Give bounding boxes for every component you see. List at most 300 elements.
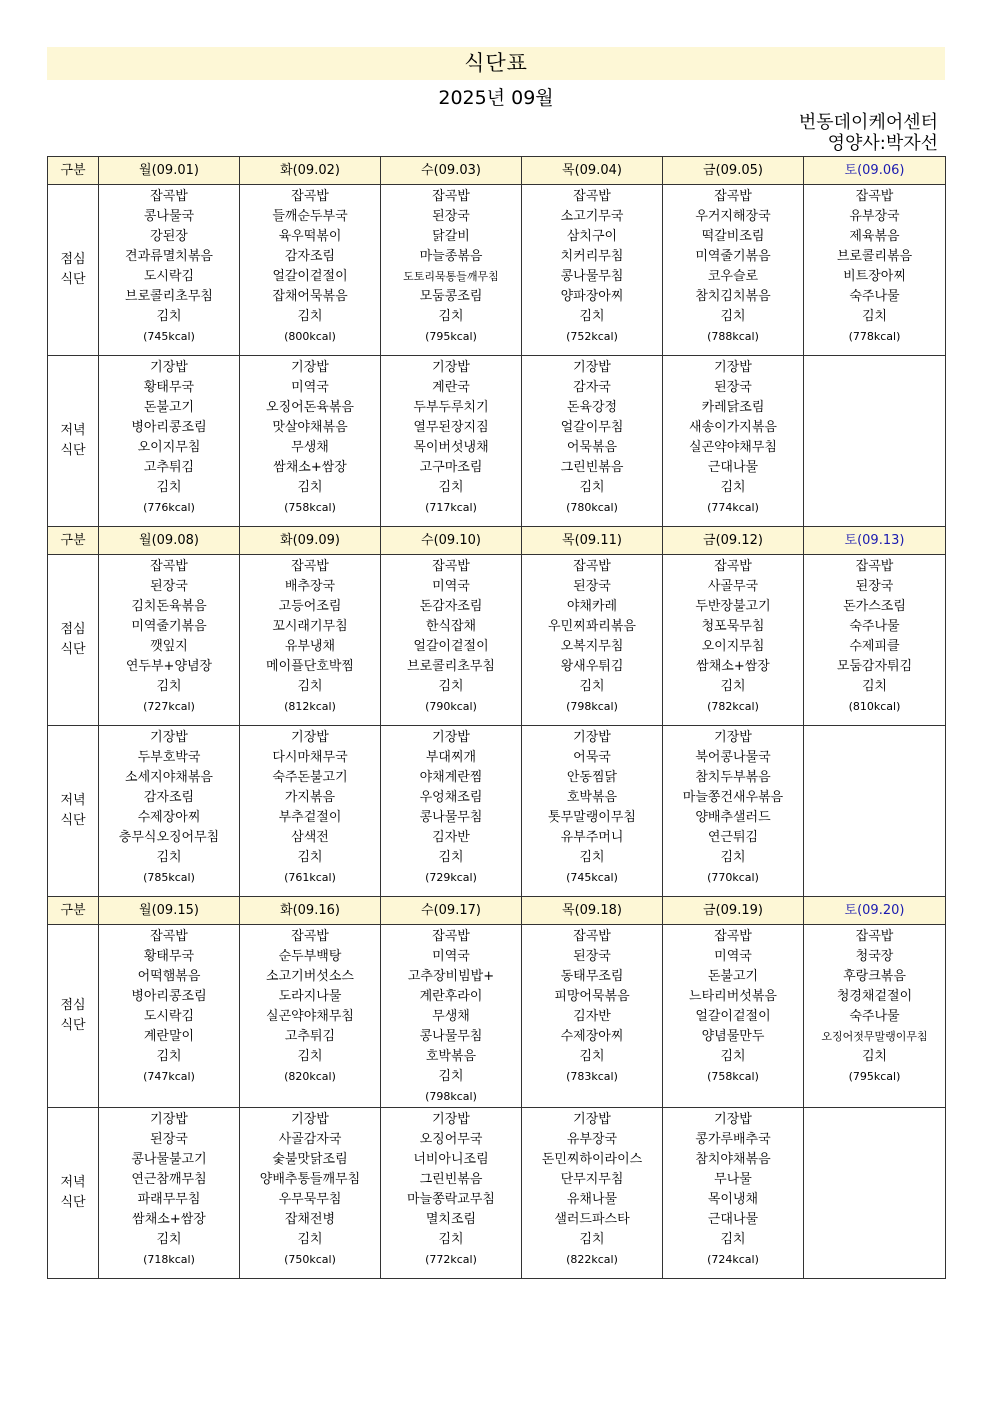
menu-item: 잡곡밥 bbox=[291, 189, 329, 204]
menu-item: 실곤약야채무침 bbox=[266, 1009, 354, 1024]
menu-item: (812kcal) bbox=[284, 700, 336, 713]
menu-item: 감자국 bbox=[573, 380, 611, 395]
menu-item: 한식잡채 bbox=[425, 619, 477, 634]
menu-item: 청포묵무침 bbox=[701, 619, 765, 634]
menu-cell bbox=[381, 1108, 522, 1279]
menu-item: 김치 bbox=[720, 1049, 746, 1064]
menu-item: 계란말이 bbox=[143, 1029, 195, 1044]
menu-item: 순두부백탕 bbox=[278, 949, 342, 964]
menu-item: 가지볶음 bbox=[284, 790, 336, 805]
menu-cell bbox=[804, 555, 946, 726]
menu-item: 호박볶음 bbox=[425, 1049, 477, 1064]
menu-item: 황태무국 bbox=[143, 949, 195, 964]
menu-item: 근대나물 bbox=[707, 460, 759, 475]
menu-item: 유부냉채 bbox=[284, 639, 336, 654]
menu-cell bbox=[522, 356, 663, 527]
day-header: 수(09.03) bbox=[381, 157, 522, 185]
menu-item: 유채나물 bbox=[566, 1192, 618, 1207]
menu-cell bbox=[240, 356, 381, 527]
menu-item: 돈불고기 bbox=[707, 969, 759, 984]
menu-item: 얼갈이무침 bbox=[560, 420, 624, 435]
menu-item: 잡곡밥 bbox=[432, 929, 470, 944]
menu-item: 김치 bbox=[438, 1232, 464, 1247]
menu-cell bbox=[381, 356, 522, 527]
menu-item: 기장밥 bbox=[432, 360, 470, 375]
menu-item: 유부주머니 bbox=[560, 830, 624, 845]
menu-cell bbox=[99, 726, 240, 897]
lunch-label: 점심 식단 bbox=[48, 185, 99, 356]
menu-item: 김치 bbox=[438, 679, 464, 694]
menu-item: 된장국 bbox=[432, 209, 470, 224]
menu-item: 연두부+양념장 bbox=[125, 659, 213, 674]
menu-item: 김치 bbox=[297, 850, 323, 865]
menu-item: 잡채어묵볶음 bbox=[272, 289, 348, 304]
menu-item: 충무식오징어무침 bbox=[118, 830, 220, 845]
menu-item: (800kcal) bbox=[284, 330, 336, 343]
menu-item: 숙주나물 bbox=[849, 1009, 900, 1024]
menu-item: 콩나물무침 bbox=[419, 810, 483, 825]
menu-item: (795kcal) bbox=[425, 330, 477, 343]
menu-item: 잡곡밥 bbox=[573, 559, 611, 574]
menu-item: (774kcal) bbox=[707, 501, 759, 514]
menu-item: 맛살야채볶음 bbox=[272, 420, 348, 435]
menu-item: 얼갈이겉절이 bbox=[695, 1009, 771, 1024]
dinner-row bbox=[48, 356, 946, 527]
menu-item: 사골감자국 bbox=[278, 1132, 342, 1147]
menu-cell bbox=[663, 925, 804, 1108]
menu-cell bbox=[99, 185, 240, 356]
day-header: 화(09.02) bbox=[240, 157, 381, 185]
menu-item: 병아리콩조림 bbox=[131, 420, 207, 435]
menu-item: 다시마채무국 bbox=[272, 750, 348, 765]
menu-item: 잡채전병 bbox=[284, 1212, 336, 1227]
menu-item: (770kcal) bbox=[707, 871, 759, 884]
menu-item: 마늘쫑건새우볶음 bbox=[682, 790, 784, 805]
menu-item: 모둠감자튀김 bbox=[836, 659, 913, 674]
menu-item: 비트장아찌 bbox=[843, 269, 906, 284]
day-header: 금(09.19) bbox=[663, 897, 804, 925]
menu-item: 돈불고기 bbox=[143, 400, 195, 415]
menu-item: 김치 bbox=[720, 309, 746, 324]
menu-item: 브로콜리초무침 bbox=[407, 659, 495, 674]
menu-item: 된장국 bbox=[714, 380, 752, 395]
day-header: 토(09.20) bbox=[804, 897, 946, 925]
menu-item: (758kcal) bbox=[284, 501, 336, 514]
menu-item: 카레닭조림 bbox=[701, 400, 765, 415]
menu-item: 양파장아찌 bbox=[560, 289, 624, 304]
menu-item: (810kcal) bbox=[848, 700, 901, 713]
menu-item: 코우슬로 bbox=[707, 269, 759, 284]
menu-item: 김치돈육볶음 bbox=[131, 599, 207, 614]
menu-item: 콩나물국 bbox=[143, 209, 195, 224]
menu-cell bbox=[99, 356, 240, 527]
meal-table bbox=[47, 156, 946, 1279]
menu-item: 소세지야채볶음 bbox=[125, 770, 213, 785]
menu-item: 미역국 bbox=[714, 949, 752, 964]
menu-item: 들깨순두부국 bbox=[272, 209, 348, 224]
menu-item: 닭갈비 bbox=[432, 229, 470, 244]
menu-item: 쌈채소+쌈장 bbox=[696, 659, 770, 674]
menu-cell bbox=[663, 185, 804, 356]
center-info bbox=[799, 112, 938, 154]
menu-cell bbox=[522, 925, 663, 1108]
menu-item: 안동찜닭 bbox=[566, 770, 618, 785]
menu-item: 김치 bbox=[579, 1232, 605, 1247]
day-header: 목(09.18) bbox=[522, 897, 663, 925]
menu-item: 김치 bbox=[720, 850, 746, 865]
menu-item: 오징어돈육볶음 bbox=[266, 400, 354, 415]
menu-item: 돈감자조림 bbox=[419, 599, 483, 614]
menu-cell bbox=[381, 925, 522, 1108]
menu-item: 된장국 bbox=[855, 579, 894, 594]
day-header: 화(09.16) bbox=[240, 897, 381, 925]
menu-item: 고등어조림 bbox=[278, 599, 342, 614]
menu-item: 마늘쫑락교무침 bbox=[407, 1192, 495, 1207]
menu-item: 김치 bbox=[297, 1049, 323, 1064]
menu-item: 파래무무침 bbox=[137, 1192, 201, 1207]
menu-item: 고구마조림 bbox=[419, 460, 483, 475]
menu-item: 무나물 bbox=[714, 1172, 752, 1187]
menu-item: 감자조림 bbox=[284, 249, 336, 264]
menu-item: 잡곡밥 bbox=[855, 929, 894, 944]
menu-item: 잡곡밥 bbox=[855, 559, 894, 574]
dinner-row bbox=[48, 726, 946, 897]
menu-cell bbox=[99, 925, 240, 1108]
menu-item: 기장밥 bbox=[714, 360, 752, 375]
week-header-row bbox=[48, 157, 946, 185]
menu-item: (772kcal) bbox=[425, 1253, 477, 1266]
menu-item: 김치 bbox=[438, 850, 464, 865]
menu-item: 숙주나물 bbox=[849, 289, 900, 304]
menu-item: 강된장 bbox=[150, 229, 188, 244]
menu-item: 김자반 bbox=[573, 1009, 611, 1024]
menu-item: 얼갈이겉절이 bbox=[413, 639, 489, 654]
menu-item: 고추튀김 bbox=[284, 1029, 336, 1044]
menu-item: 잡곡밥 bbox=[573, 929, 611, 944]
menu-item: 무생채 bbox=[291, 440, 329, 455]
dinner-label: 저녁 식단 bbox=[48, 1108, 99, 1279]
menu-item: 양념물만두 bbox=[701, 1029, 765, 1044]
menu-item: (718kcal) bbox=[143, 1253, 195, 1266]
menu-item: 새송이가지볶음 bbox=[689, 420, 777, 435]
menu-item: 김치 bbox=[579, 1049, 605, 1064]
menu-cell bbox=[804, 185, 946, 356]
menu-item: (752kcal) bbox=[566, 330, 618, 343]
menu-item: 기장밥 bbox=[714, 1112, 752, 1127]
menu-item: (780kcal) bbox=[566, 501, 618, 514]
menu-item: (750kcal) bbox=[284, 1253, 336, 1266]
menu-item: 수제피클 bbox=[849, 639, 900, 654]
dietitian-name: 영양사:박자선 bbox=[827, 133, 938, 154]
dinner-row bbox=[48, 1108, 946, 1279]
menu-item: 브로콜리초무침 bbox=[125, 289, 213, 304]
menu-item: 너비아니조림 bbox=[413, 1152, 489, 1167]
menu-item: 잡곡밥 bbox=[432, 559, 470, 574]
menu-item: 삼색전 bbox=[291, 830, 329, 845]
dinner-label: 저녁 식단 bbox=[48, 356, 99, 527]
menu-item: 미역국 bbox=[432, 579, 470, 594]
day-header: 화(09.09) bbox=[240, 527, 381, 555]
lunch-row bbox=[48, 185, 946, 356]
menu-item: 잡곡밥 bbox=[714, 559, 752, 574]
menu-cell bbox=[522, 1108, 663, 1279]
menu-item: 잡곡밥 bbox=[291, 559, 329, 574]
meal-table-body bbox=[48, 157, 946, 1279]
menu-item: 계란국 bbox=[432, 380, 470, 395]
day-header: 토(09.13) bbox=[804, 527, 946, 555]
menu-item: 사골무국 bbox=[707, 579, 759, 594]
menu-item: 소고기무국 bbox=[560, 209, 624, 224]
menu-item: 감자조림 bbox=[143, 790, 195, 805]
menu-item: 톳무말랭이무침 bbox=[548, 810, 636, 825]
menu-item: 김치 bbox=[297, 480, 323, 495]
menu-item: 기장밥 bbox=[432, 1112, 470, 1127]
menu-item: 우민찌꽈리볶음 bbox=[548, 619, 636, 634]
menu-item: 김치 bbox=[861, 679, 888, 694]
menu-item: 참치두부볶음 bbox=[695, 770, 771, 785]
dinner-label: 저녁 식단 bbox=[48, 726, 99, 897]
menu-item: 두부호박국 bbox=[137, 750, 201, 765]
menu-item: 오복지무침 bbox=[560, 639, 624, 654]
menu-item: 된장국 bbox=[573, 949, 611, 964]
menu-cell bbox=[663, 356, 804, 527]
menu-item: 김치 bbox=[720, 679, 746, 694]
menu-item: 김치 bbox=[297, 679, 323, 694]
menu-item: 기장밥 bbox=[573, 360, 611, 375]
menu-item: 열무된장지짐 bbox=[413, 420, 489, 435]
menu-item: 우엉채조림 bbox=[419, 790, 483, 805]
menu-item: 김치 bbox=[579, 850, 605, 865]
menu-item: 잡곡밥 bbox=[150, 929, 188, 944]
page-title: 식단표 bbox=[47, 47, 945, 80]
menu-item: 브로콜리볶음 bbox=[836, 249, 913, 264]
menu-cell bbox=[522, 726, 663, 897]
menu-item: (729kcal) bbox=[425, 871, 477, 884]
menu-item: 돈육강정 bbox=[566, 400, 618, 415]
menu-item: 병아리콩조림 bbox=[131, 989, 207, 1004]
day-header: 목(09.04) bbox=[522, 157, 663, 185]
menu-item: 콩나물무침 bbox=[560, 269, 624, 284]
menu-item: 쌈채소+쌈장 bbox=[273, 460, 347, 475]
menu-item: 김치 bbox=[720, 480, 746, 495]
day-header: 목(09.11) bbox=[522, 527, 663, 555]
menu-item: 육우떡볶이 bbox=[278, 229, 342, 244]
menu-item: 단무지무침 bbox=[560, 1172, 624, 1187]
menu-item: 수제장아찌 bbox=[560, 1029, 624, 1044]
menu-item: 얼갈이겉절이 bbox=[272, 269, 348, 284]
menu-item: 고추튀김 bbox=[143, 460, 195, 475]
menu-item: 우거지해장국 bbox=[695, 209, 771, 224]
menu-cell bbox=[381, 555, 522, 726]
menu-cell bbox=[804, 356, 946, 527]
menu-cell bbox=[240, 726, 381, 897]
menu-item: 잡곡밥 bbox=[291, 929, 329, 944]
menu-item: 김치 bbox=[579, 480, 605, 495]
menu-item: (783kcal) bbox=[566, 1070, 618, 1083]
menu-item: 기장밥 bbox=[150, 730, 188, 745]
menu-item: 제육볶음 bbox=[849, 229, 900, 244]
menu-item: 김치 bbox=[156, 480, 182, 495]
menu-item: 목이냉채 bbox=[707, 1192, 759, 1207]
lunch-label: 점심 식단 bbox=[48, 555, 99, 726]
menu-item: (790kcal) bbox=[425, 700, 477, 713]
menu-item: 김치 bbox=[156, 1232, 182, 1247]
menu-item: 그린빈볶음 bbox=[560, 460, 624, 475]
menu-item: 멸치조림 bbox=[425, 1212, 477, 1227]
menu-item: 오징어무국 bbox=[419, 1132, 483, 1147]
menu-item: 김치 bbox=[156, 850, 182, 865]
menu-item: 기장밥 bbox=[291, 1112, 329, 1127]
menu-item: (747kcal) bbox=[143, 1070, 195, 1083]
menu-item: 잡곡밥 bbox=[150, 189, 188, 204]
menu-item: 황태무국 bbox=[143, 380, 195, 395]
day-header: 월(09.01) bbox=[99, 157, 240, 185]
menu-item: 그린빈볶음 bbox=[419, 1172, 483, 1187]
menu-cell bbox=[240, 555, 381, 726]
menu-item: 유부장국 bbox=[566, 1132, 618, 1147]
menu-item: 양배추통들깨무침 bbox=[259, 1172, 361, 1187]
menu-item: (717kcal) bbox=[425, 501, 477, 514]
menu-item: (782kcal) bbox=[707, 700, 759, 713]
menu-item: 청경채겉절이 bbox=[836, 989, 913, 1004]
menu-item: 김치 bbox=[579, 679, 605, 694]
lunch-label: 점심 식단 bbox=[48, 925, 99, 1108]
menu-item: 목이버섯냉채 bbox=[413, 440, 489, 455]
day-header: 토(09.06) bbox=[804, 157, 946, 185]
menu-item: (727kcal) bbox=[143, 700, 195, 713]
menu-item: 연근튀김 bbox=[707, 830, 759, 845]
menu-item: 야채카레 bbox=[566, 599, 618, 614]
lunch-row bbox=[48, 555, 946, 726]
menu-item: 잡곡밥 bbox=[432, 189, 470, 204]
menu-item: 기장밥 bbox=[573, 1112, 611, 1127]
menu-item: 오이지무침 bbox=[137, 440, 201, 455]
menu-item: 견과류멸치볶음 bbox=[125, 249, 213, 264]
menu-item: 깻잎지 bbox=[150, 639, 188, 654]
week-header-row bbox=[48, 527, 946, 555]
menu-item: 된장국 bbox=[573, 579, 611, 594]
menu-item: 잡곡밥 bbox=[714, 929, 752, 944]
menu-item: (822kcal) bbox=[566, 1253, 618, 1266]
menu-item: (785kcal) bbox=[143, 871, 195, 884]
menu-item: (745kcal) bbox=[143, 330, 195, 343]
menu-item: 김치 bbox=[579, 309, 605, 324]
day-header: 월(09.08) bbox=[99, 527, 240, 555]
menu-item: 기장밥 bbox=[150, 360, 188, 375]
menu-item: (788kcal) bbox=[707, 330, 759, 343]
menu-item: 도시락김 bbox=[143, 1009, 195, 1024]
menu-item: 도시락김 bbox=[143, 269, 195, 284]
menu-item: 근대나물 bbox=[707, 1212, 759, 1227]
menu-item: 김치 bbox=[156, 1049, 182, 1064]
menu-item: 기장밥 bbox=[714, 730, 752, 745]
menu-item: 떡갈비조림 bbox=[701, 229, 765, 244]
menu-item: 콩가루배추국 bbox=[695, 1132, 771, 1147]
menu-item: 돈가스조림 bbox=[843, 599, 906, 614]
menu-cell bbox=[522, 185, 663, 356]
menu-item: 꼬시래기무침 bbox=[272, 619, 348, 634]
menu-item: 김치 bbox=[861, 309, 888, 324]
menu-item: 호박볶음 bbox=[566, 790, 618, 805]
menu-item: 김치 bbox=[720, 1232, 746, 1247]
menu-item: 부추겉절이 bbox=[278, 810, 342, 825]
menu-item: 잡곡밥 bbox=[150, 559, 188, 574]
menu-item: (798kcal) bbox=[425, 1090, 477, 1103]
menu-item: 연근참깨무침 bbox=[131, 1172, 207, 1187]
menu-item: 김치 bbox=[438, 480, 464, 495]
day-header: 수(09.10) bbox=[381, 527, 522, 555]
menu-cell bbox=[804, 925, 946, 1108]
menu-item: 기장밥 bbox=[573, 730, 611, 745]
menu-item: 김치 bbox=[438, 1069, 464, 1084]
menu-item: 고추장비빔밥+ bbox=[407, 969, 495, 984]
menu-item: (776kcal) bbox=[143, 501, 195, 514]
week-header-row bbox=[48, 897, 946, 925]
menu-item: (758kcal) bbox=[707, 1070, 759, 1083]
menu-item: 참치야채볶음 bbox=[695, 1152, 771, 1167]
menu-item: 느타리버섯볶음 bbox=[689, 989, 777, 1004]
menu-cell bbox=[663, 1108, 804, 1279]
menu-item: 잡곡밥 bbox=[714, 189, 752, 204]
menu-item: 김치 bbox=[861, 1049, 888, 1064]
menu-item: 미역줄기볶음 bbox=[695, 249, 771, 264]
menu-cell bbox=[381, 185, 522, 356]
menu-cell bbox=[240, 1108, 381, 1279]
menu-item: 무생채 bbox=[432, 1009, 470, 1024]
menu-item: 두반장불고기 bbox=[695, 599, 771, 614]
month-subtitle: 2025년 09월 bbox=[438, 87, 554, 109]
menu-item: 두부두루치기 bbox=[413, 400, 489, 415]
menu-item: 참치김치볶음 bbox=[695, 289, 771, 304]
menu-item: 숙주돈불고기 bbox=[272, 770, 348, 785]
menu-item: 된장국 bbox=[150, 1132, 188, 1147]
menu-item: (761kcal) bbox=[284, 871, 336, 884]
menu-item: 도토리묵통들깨무침 bbox=[403, 270, 499, 283]
menu-item: (778kcal) bbox=[848, 330, 901, 343]
menu-cell bbox=[804, 726, 946, 897]
menu-cell bbox=[99, 555, 240, 726]
menu-item: 동태무조림 bbox=[560, 969, 624, 984]
menu-item: 잡곡밥 bbox=[855, 189, 894, 204]
menu-item: 삼치구이 bbox=[566, 229, 618, 244]
menu-item: (795kcal) bbox=[848, 1070, 901, 1083]
menu-item: 콩나물무침 bbox=[419, 1029, 483, 1044]
menu-item: 부대찌개 bbox=[425, 750, 477, 765]
menu-item: 어떡햄볶음 bbox=[137, 969, 201, 984]
menu-item: 기장밥 bbox=[432, 730, 470, 745]
menu-item: 샐러드파스타 bbox=[554, 1212, 630, 1227]
day-header: 금(09.12) bbox=[663, 527, 804, 555]
menu-item: 김치 bbox=[438, 309, 464, 324]
menu-item: 오징어젓무말랭이무침 bbox=[821, 1030, 928, 1043]
menu-item: 어묵볶음 bbox=[566, 440, 618, 455]
menu-item: 북어콩나물국 bbox=[695, 750, 771, 765]
menu-item: 실곤약야채무침 bbox=[689, 440, 777, 455]
header-label: 구분 bbox=[48, 527, 99, 555]
menu-item: 김치 bbox=[297, 1232, 323, 1247]
menu-item: 치커리무침 bbox=[560, 249, 624, 264]
menu-item: 기장밥 bbox=[150, 1112, 188, 1127]
menu-item: 메이플단호박찜 bbox=[266, 659, 354, 674]
day-header: 월(09.15) bbox=[99, 897, 240, 925]
menu-item: 김자반 bbox=[432, 830, 470, 845]
menu-item: (724kcal) bbox=[707, 1253, 759, 1266]
menu-cell bbox=[240, 925, 381, 1108]
menu-item: 김치 bbox=[156, 679, 182, 694]
menu-item: 피망어묵볶음 bbox=[554, 989, 630, 1004]
menu-item: 기장밥 bbox=[291, 730, 329, 745]
menu-item: 숯불맛닭조림 bbox=[272, 1152, 348, 1167]
